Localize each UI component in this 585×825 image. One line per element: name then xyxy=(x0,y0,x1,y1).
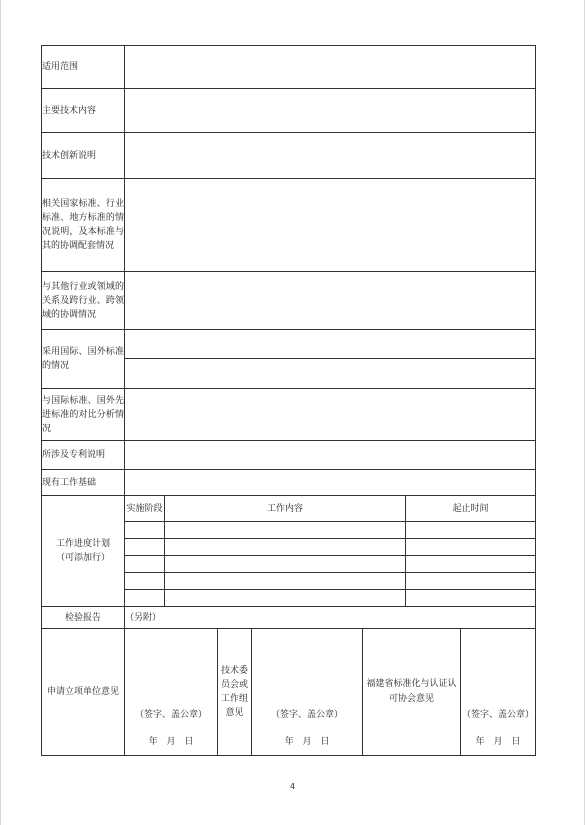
other-industry-label: 与其他行业或领域的关系及跨行业、跨领域的协调情况 xyxy=(42,272,125,330)
association-opinion-label: 福建省标准化与认证认可协会意见 xyxy=(363,629,461,756)
plan-stage-cell[interactable] xyxy=(125,590,165,607)
scope-field[interactable] xyxy=(125,46,536,89)
committee-opinion-label: 技术委员会或工作组意见 xyxy=(218,629,252,756)
plan-label-line2: （可添加行） xyxy=(55,553,110,563)
plan-content-cell[interactable] xyxy=(165,539,406,556)
plan-header-content: 工作内容 xyxy=(165,496,406,522)
related-standards-label: 相关国家标准、行业标准、地方标准的情况说明，及本标准与其的协调配套情况 xyxy=(42,179,125,272)
plan-stage-cell[interactable] xyxy=(125,539,165,556)
applicant-stamp-text: （签字、盖公章） xyxy=(134,709,207,720)
applicant-signature-cell[interactable] xyxy=(125,629,218,756)
applicant-opinion-label: 申请立项单位意见 xyxy=(42,629,125,756)
committee-signature-cell[interactable] xyxy=(252,629,363,756)
patents-label: 所涉及专利说明 xyxy=(42,441,125,470)
applicant-date-text: 年 月 日 xyxy=(148,736,194,747)
plan-content-cell[interactable] xyxy=(165,556,406,573)
innovation-field[interactable] xyxy=(125,133,536,179)
tech-content-field[interactable] xyxy=(125,89,536,133)
scope-label: 适用范围 xyxy=(42,46,125,89)
page-number: 4 xyxy=(289,782,296,791)
compare-intl-label: 与国际标准、国外先进标准的对比分析情况 xyxy=(42,389,125,441)
plan-header-stage: 实施阶段 xyxy=(125,496,165,522)
patents-field[interactable] xyxy=(125,441,536,470)
project-application-form xyxy=(41,45,536,756)
existing-basis-label: 现有工作基础 xyxy=(42,470,125,496)
plan-label xyxy=(42,496,125,607)
plan-stage-cell[interactable] xyxy=(125,573,165,590)
plan-content-cell[interactable] xyxy=(165,573,406,590)
plan-stage-cell[interactable] xyxy=(125,556,165,573)
related-standards-field[interactable] xyxy=(125,179,536,272)
plan-stage-cell[interactable] xyxy=(125,522,165,539)
plan-header-period: 起止时间 xyxy=(406,496,536,522)
association-stamp-text: （签字、盖公章） xyxy=(462,709,535,720)
plan-label-line1: 工作进度计划 xyxy=(55,539,110,549)
inspection-value: （另附） xyxy=(125,607,536,629)
adopt-intl-field-1[interactable] xyxy=(125,330,536,359)
page-left-edge xyxy=(0,0,1,825)
plan-content-cell[interactable] xyxy=(165,522,406,539)
innovation-label: 技术创新说明 xyxy=(42,133,125,179)
committee-stamp-text: （签字、盖公章） xyxy=(270,709,343,720)
tech-content-label: 主要技术内容 xyxy=(42,89,125,133)
other-industry-field[interactable] xyxy=(125,272,536,330)
plan-period-cell[interactable] xyxy=(406,539,536,556)
compare-intl-field[interactable] xyxy=(125,389,536,441)
plan-period-cell[interactable] xyxy=(406,573,536,590)
committee-date-text: 年 月 日 xyxy=(284,736,330,747)
existing-basis-field[interactable] xyxy=(125,470,536,496)
association-date-text: 年 月 日 xyxy=(475,736,521,747)
adopt-intl-field-2[interactable] xyxy=(125,359,536,389)
association-signature-cell[interactable] xyxy=(461,629,536,756)
inspection-label: 检验报告 xyxy=(42,607,125,629)
plan-content-cell[interactable] xyxy=(165,590,406,607)
plan-period-cell[interactable] xyxy=(406,556,536,573)
adopt-intl-label: 采用国际、国外标准的情况 xyxy=(42,330,125,389)
plan-period-cell[interactable] xyxy=(406,522,536,539)
plan-period-cell[interactable] xyxy=(406,590,536,607)
